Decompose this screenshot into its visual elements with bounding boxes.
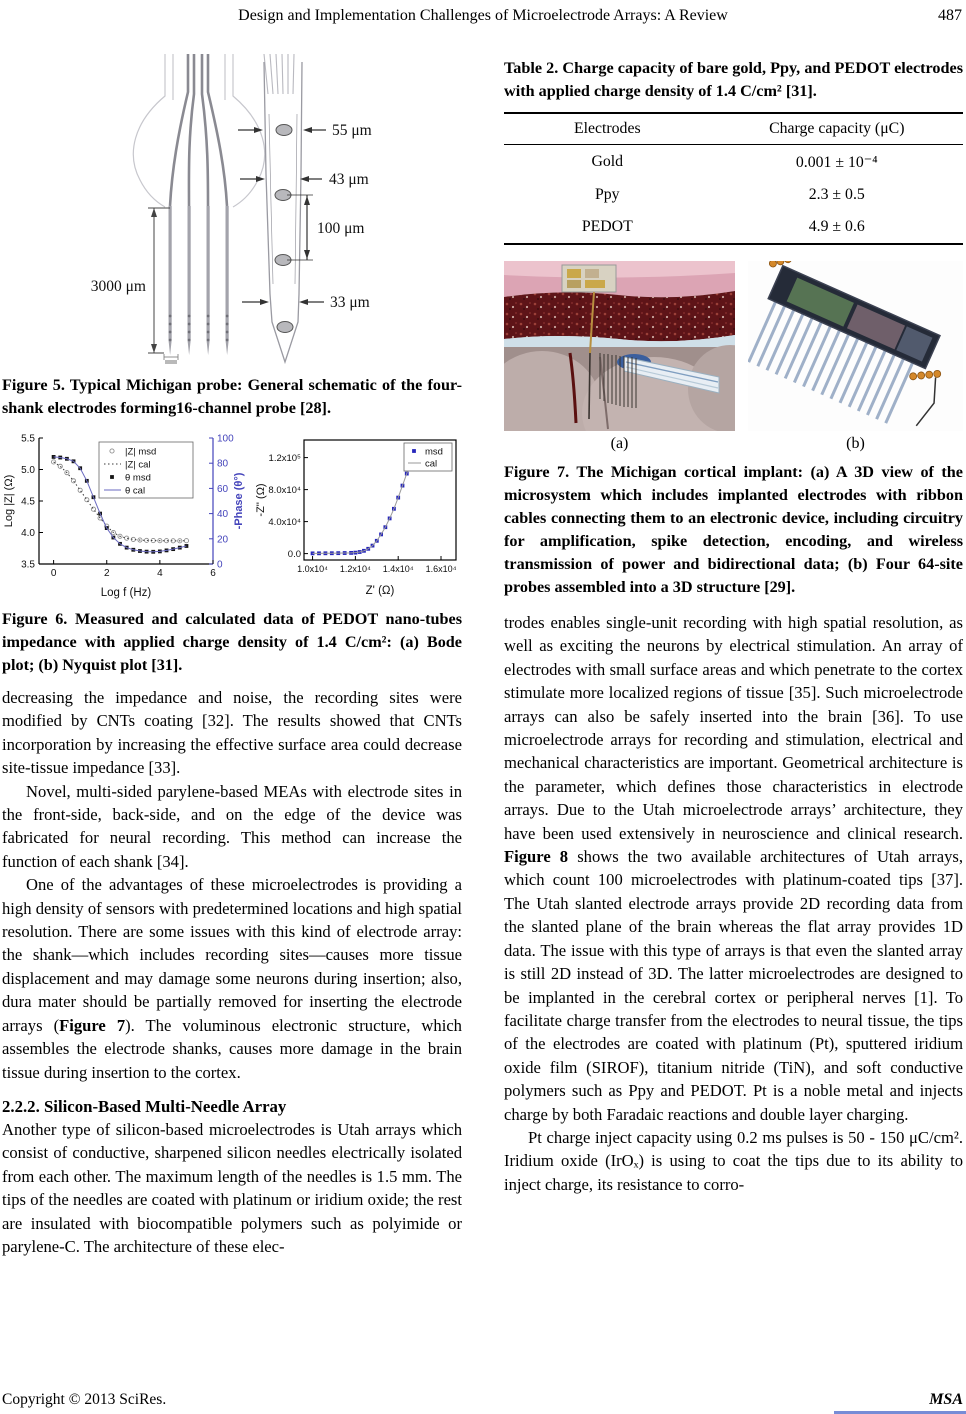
dim-site-top-label: 55 μm [332,122,372,139]
dim-site-bottom-label: 33 μm [330,294,370,311]
section-heading: 2.2.2. Silicon-Based Multi-Needle Array [2,1096,287,1116]
figure7b-label: (b) [846,435,865,452]
table-column-header: Electrodes [504,113,711,145]
table2 [504,112,963,245]
svg-text:100: 100 [217,433,234,445]
svg-text:4.5: 4.5 [21,496,35,508]
charge-capacity-value: 4.9 ± 0.6 [808,218,865,235]
dim-site-spacing-label: 100 μm [317,220,365,237]
svg-text:0: 0 [217,559,223,571]
table-row [504,179,963,211]
paragraph: Another type of silicon-based microelectrodes is Utah arrays which consist of conductive, sharpened silicon needles electrically isolated from each other. The maximum length of the needles is 1.5 mm. The tips of the needles are coated with platinum or iridium oxide; the rest are insulated with biocompatible polymers such as polyimide or parylene-C. The architecture of these elec- [2,1119,462,1256]
svg-text:-Phase (θ°): -Phase (θ°) [233,472,245,530]
electrode-name: PEDOT [581,218,633,235]
figure6-caption: Figure 6. Measured and calculated data of PEDOT nano-tubes impedance with applied charge density of 1.4 C/cm²: (a) Bode plot; (b) Nyquist plot [31]. [2,610,462,674]
svg-text:1.2x10⁴: 1.2x10⁴ [339,564,371,574]
svg-text:6: 6 [210,568,216,579]
footer-journal-abbrev: MSA [929,1391,963,1408]
right-column [504,57,963,1196]
svg-text:Z' (Ω): Z' (Ω) [365,585,395,597]
page-number: 487 [938,7,962,24]
svg-text:cal: cal [425,458,438,470]
electrode-name: Ppy [594,186,620,203]
probe-wires [170,54,227,206]
svg-text:Log |Z| (Ω): Log |Z| (Ω) [3,474,15,528]
charge-capacity-value: 0.001 ± 10⁻⁴ [795,154,878,171]
svg-text:3.5: 3.5 [21,559,35,571]
svg-text:1.4x10⁴: 1.4x10⁴ [382,564,414,574]
paragraph [2,873,462,1084]
svg-text:60: 60 [217,483,229,495]
dim-site-mid-label: 43 μm [329,171,369,188]
paragraph-text: ). The voluminous electronic structure, which assembles the electrode shanks, causes more damage in the brain tissue during insertion to the cortex. [2,1015,462,1082]
table-row [504,145,963,180]
figure7-image [504,261,963,453]
tip-dimension-blur [165,360,177,364]
enlarged-shank-outline [264,62,302,362]
svg-text:2: 2 [103,568,110,579]
svg-text:-Z'' (Ω): -Z'' (Ω) [255,483,267,517]
svg-text:1.0x10⁴: 1.0x10⁴ [297,564,329,574]
figure6-image [2,428,462,602]
figure7a-label: (a) [610,435,629,452]
michigan-probe-schematic [2,54,462,370]
svg-text:|Z| msd: |Z| msd [125,446,157,458]
figure7a-image [504,261,735,431]
table2-caption: Table 2. Charge capacity of bare gold, Ppy, and PEDOT electrodes with applied charge density of 1.4 C/cm² [31]. [504,59,963,100]
page-title: Design and Implementation Challenges of Microelectrode Arrays: A Review [238,7,728,24]
svg-text:Log f (Hz): Log f (Hz) [100,587,152,599]
paragraph [504,611,963,1126]
figure5-caption: Figure 5. Typical Michigan probe: General schematic of the four-shank electrodes forming16-channel probe [28]. [2,376,462,417]
figure7-reference: Figure 7 [59,1015,126,1035]
svg-text:8.0x10⁴: 8.0x10⁴ [268,485,301,497]
paragraph: Pt charge inject capacity using 0.2 ms pulses is 50 - 150 μC/cm². Iridium oxide (IrOₓ) is using to coat the tips due to its ability to inject charge, its resistance to corro- [504,1127,963,1194]
svg-text:20: 20 [217,534,229,546]
figure7b-image [748,261,963,431]
figure5-image [2,54,462,370]
svg-text:4.0: 4.0 [21,528,35,539]
table-column-header: Charge capacity (μC) [711,113,963,145]
paragraph-text: trodes enables single-unit recording with high spatial resolution, as well as exciting the neurons by electrical stimulation. An array of electrodes with small surface areas and which penetrate to the cortex stimulate more localized regions of tissue [35]. Such microelectrode arrays can also be safely inserted into the brain [36]. To use microelectrode arrays for recording and stimulation, electrical and mechanical characteristics are important. Geometrical architecture is the parameter, which defines those characteristics in electrode arrays. Due to the Utah microelectrode arrays’ architecture, they have been used extensively in neuroscience and clinical research. [504,613,963,843]
svg-text:θ msd: θ msd [125,472,151,484]
svg-text:40: 40 [217,509,229,521]
svg-text:θ cal: θ cal [125,485,146,497]
svg-text:|Z| cal: |Z| cal [125,459,151,471]
table-row [504,211,963,244]
paragraph: Novel, multi-sided parylene-based MEAs with electrode sites in the front-side, back-side, and on the edge of the device was fabricated for neural recording. This method can increase the function of each shank [34]. [2,781,462,871]
probe-shanks [169,206,229,355]
dim-arrows [238,130,326,302]
svg-text:0: 0 [50,568,57,579]
nyquist-plot [254,428,462,602]
svg-text:1.6x10⁴: 1.6x10⁴ [425,564,457,574]
svg-text:0.0: 0.0 [287,549,301,561]
dimension-3000 [148,208,170,353]
svg-text:4: 4 [157,568,163,579]
enlarged-shank-leads [264,54,294,94]
left-column [2,54,462,1258]
footer-copyright: Copyright © 2013 SciRes. [2,1391,167,1408]
svg-text:5.0: 5.0 [21,465,35,476]
figure8-reference: Figure 8 [504,847,569,867]
paragraph: decreasing the impedance and noise, the recording sites were modified by CNTs coating [32]. The results showed that CNTs incorporation by increasing the effective surface area could decrease site-tissue impedance [33]. [2,688,462,778]
paragraph-text: shows the two available architectures of Utah arrays, which count 100 microelectrodes with platinum-coated tips [37]. The Utah slanted electrode arrays provide 2D recording data from the slanted plane of the brain whereas the flat array provides 1D data. The issue with this type of arrays is that even the slanted array is still 2D instead of 3D. The latter microelectrodes are designed to be implanted in the cerebral cortex or peripheral nerves [1]. To facilitate charge transfer from the electrodes to neural tissue, the tips of the electrodes are coated with platinum (Pt), sputtered iridium oxide film (SIROF), titanium nitride (TiN), and soft conductive polymers such as Ppy and PEDOT. Pt is a noble metal and injects charge by both Faradaic reactions and double layer charging. [504,847,963,1124]
paragraph-text: One of the advantages of these microelectrodes is providing a high density of sensors with predetermined locations and high spatial resolution. There are some issues with this kind of electrode array: the shank—which includes recording sites—causes more tissue displacement and may damage some neurons during insertion; also, dura mater should be partially removed for inserting the electrode arrays ( [2,875,462,1035]
electrode-name: Gold [591,153,624,170]
svg-text:4.0x10⁴: 4.0x10⁴ [268,517,301,529]
svg-text:5.5: 5.5 [21,433,35,445]
svg-text:1.2x10⁵: 1.2x10⁵ [268,453,301,465]
bode-plot [2,428,247,602]
dim-shank-length-label: 3000 μm [90,278,146,295]
dim-arrowheads [254,127,312,305]
charge-capacity-value: 2.3 ± 0.5 [808,186,865,203]
svg-text:80: 80 [217,458,229,470]
tip-dimension-mark [164,354,178,360]
svg-text:msd: msd [425,446,443,458]
electrode-sites [275,125,293,333]
figure7-caption: Figure 7. The Michigan cortical implant: (a) A 3D view of the microsystem which includes implanted electrodes with ribbon cables connecting them to an electronic device, including circuitry for amplification, spike detection, encoding, and wireless transmission of power and bidirectional data; (b) Four 64-site probes assembled into a 3D structure [29]. [504,463,963,596]
